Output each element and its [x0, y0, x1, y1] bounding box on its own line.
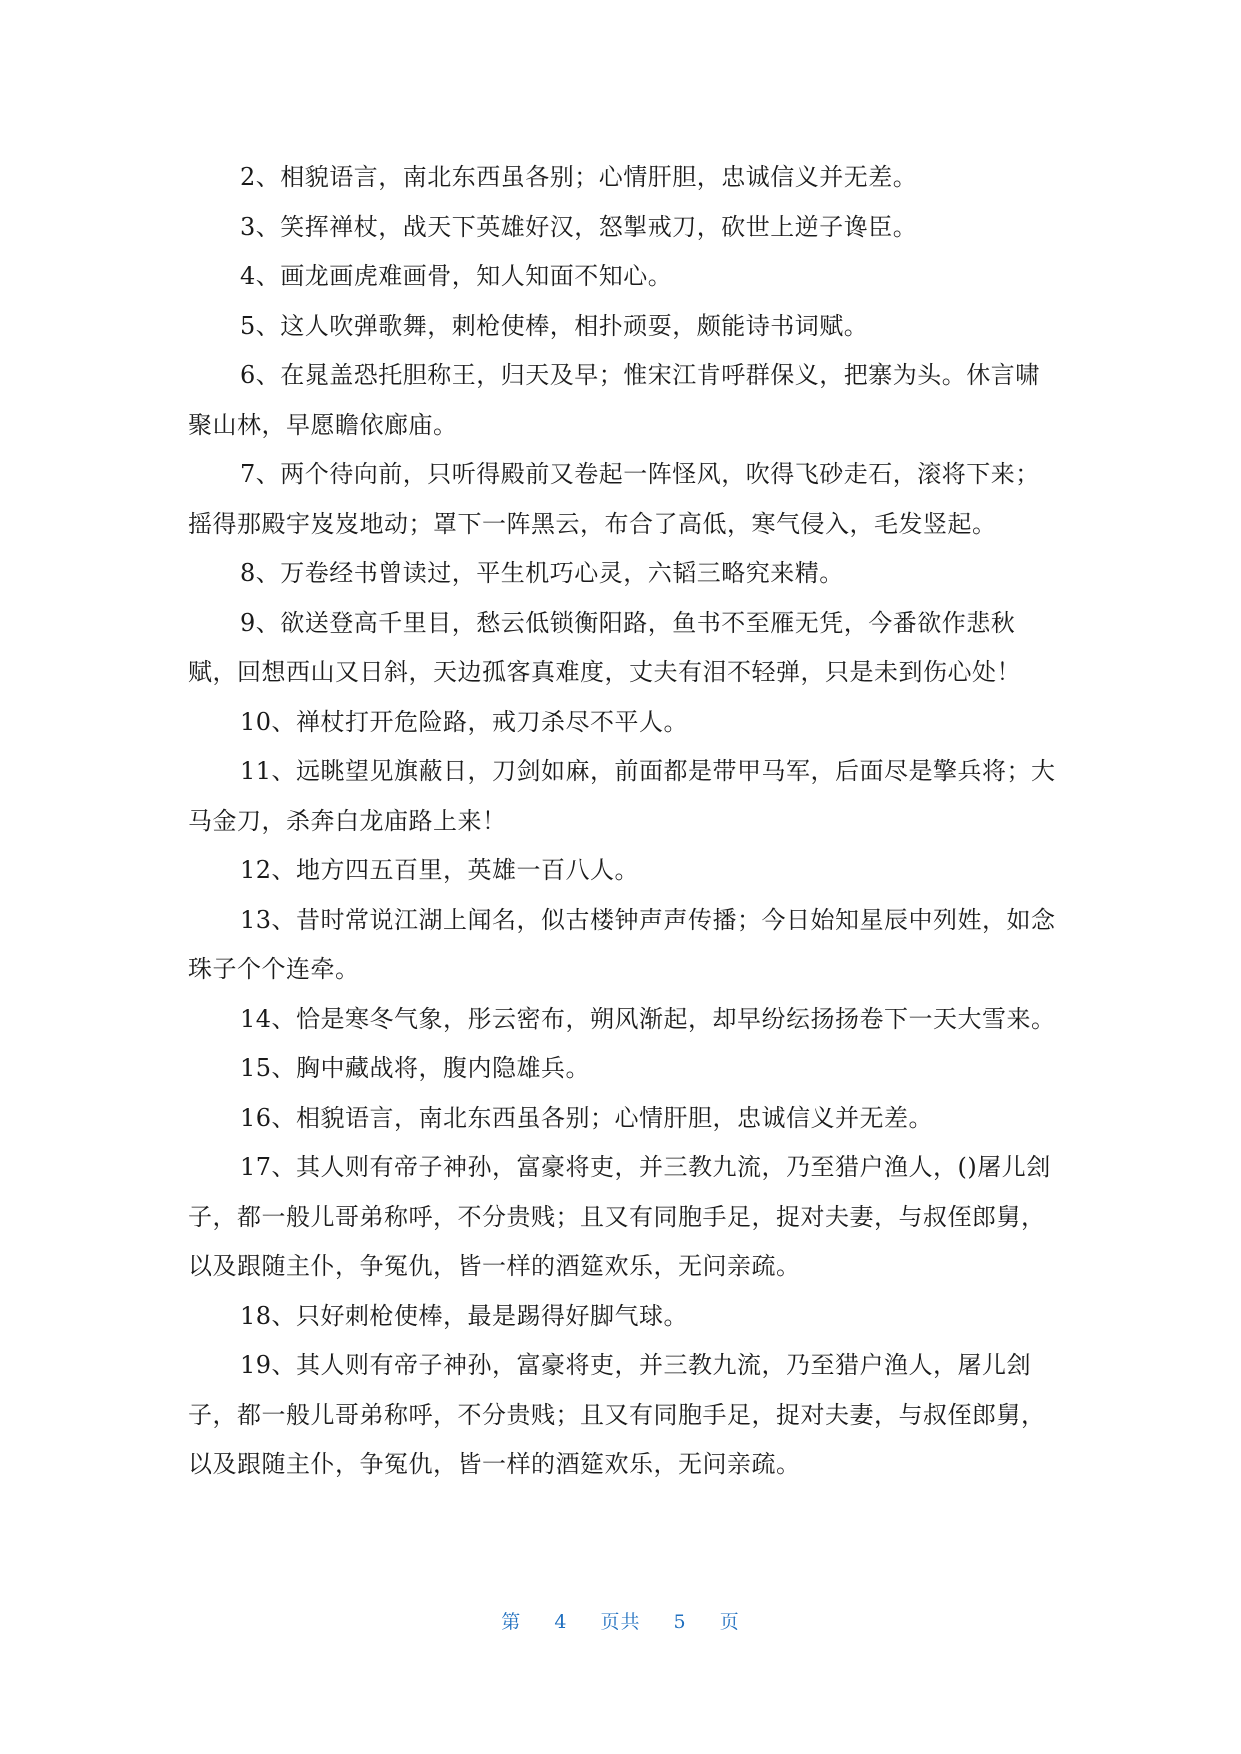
footer-middle: 页共	[600, 1611, 641, 1633]
paragraph-18: 18、只好刺枪使棒，最是踢得好脚气球。	[240, 1301, 689, 1330]
paragraph-4: 4、画龙画虎难画骨，知人知面不知心。	[240, 262, 673, 290]
paragraph-16: 16、相貌语言，南北东西虽各别；心情肝胆，忠诚信义并无差。	[240, 1103, 934, 1132]
page-footer	[0, 1607, 1241, 1634]
paragraph-17: 17、其人则有帝子神孙，富豪将吏，并三教九流，乃至猎户渔人，()屠儿刽子，都一般儿哥弟称呼，不分贵贱；且又有同胞手足，捉对夫妻，与叔侄郎舅，以及跟随主仆，争冤仇，皆一样的酒筵欢乐，无问亲疏。	[188, 1153, 1051, 1280]
paragraph-15: 15、胸中藏战将，腹内隐雄兵。	[240, 1054, 591, 1082]
footer-current-page: 4	[554, 1611, 568, 1633]
paragraph-14: 14、恰是寒冬气象，彤云密布，朔风渐起，却早纷纭扬扬卷下一天大雪来。	[240, 1004, 1056, 1033]
paragraph-11: 11、远眺望见旗蔽日，刀剑如麻，前面都是带甲马军，后面尽是擎兵将；大马金刀，杀奔白龙庙路上来！	[188, 757, 1056, 835]
footer-suffix: 页	[719, 1611, 740, 1633]
paragraph-5: 5、这人吹弹歌舞，刺枪使棒，相扑顽耍，颇能诗书词赋。	[240, 311, 869, 340]
footer-prefix: 第	[501, 1611, 522, 1633]
paragraph-12: 12、地方四五百里，英雄一百八人。	[240, 856, 640, 884]
paragraph-3: 3、笑挥禅杖，战天下英雄好汉，怒掣戒刀，砍世上逆子谗臣。	[240, 212, 918, 241]
paragraph-2: 2、相貌语言，南北东西虽各别；心情肝胆，忠诚信义并无差。	[240, 163, 918, 191]
paragraph-8: 8、万卷经书曾读过，平生机巧心灵，六韬三略究来精。	[240, 559, 844, 587]
footer-total-pages: 5	[673, 1611, 687, 1633]
paragraph-10: 10、禅杖打开危险路，戒刀杀尽不平人。	[240, 707, 689, 736]
paragraph-6: 6、在晁盖恐托胆称王，归天及早；惟宋江肯呼群保义，把寨为头。休言啸聚山林，早愿瞻依廊庙。	[188, 361, 1040, 439]
paragraph-19: 19、其人则有帝子神孙，富豪将吏，并三教九流，乃至猎户渔人，屠儿刽子，都一般儿哥弟称呼，不分贵贱；且又有同胞手足，捉对夫妻，与叔侄郎舅，以及跟随主仆，争冤仇，皆一样的酒筵欢乐，无问亲疏。	[188, 1351, 1046, 1478]
paragraph-9: 9、欲送登高千里目，愁云低锁衡阳路，鱼书不至雁无凭，今番欲作悲秋赋，回想西山又日斜，天边孤客真难度，丈夫有泪不轻弹，只是未到伤心处！	[188, 608, 1021, 686]
paragraph-7: 7、两个待向前，只听得殿前又卷起一阵怪风，吹得飞砂走石，滚将下来；摇得那殿宇岌岌地动；罩下一阵黑云，布合了高低，寒气侵入，毛发竖起。	[188, 460, 1040, 538]
paragraph-13: 13、昔时常说江湖上闻名，似古楼钟声声传播；今日始知星辰中列姓，如念珠子个个连牵。	[188, 905, 1056, 983]
document-body	[188, 153, 1060, 1490]
